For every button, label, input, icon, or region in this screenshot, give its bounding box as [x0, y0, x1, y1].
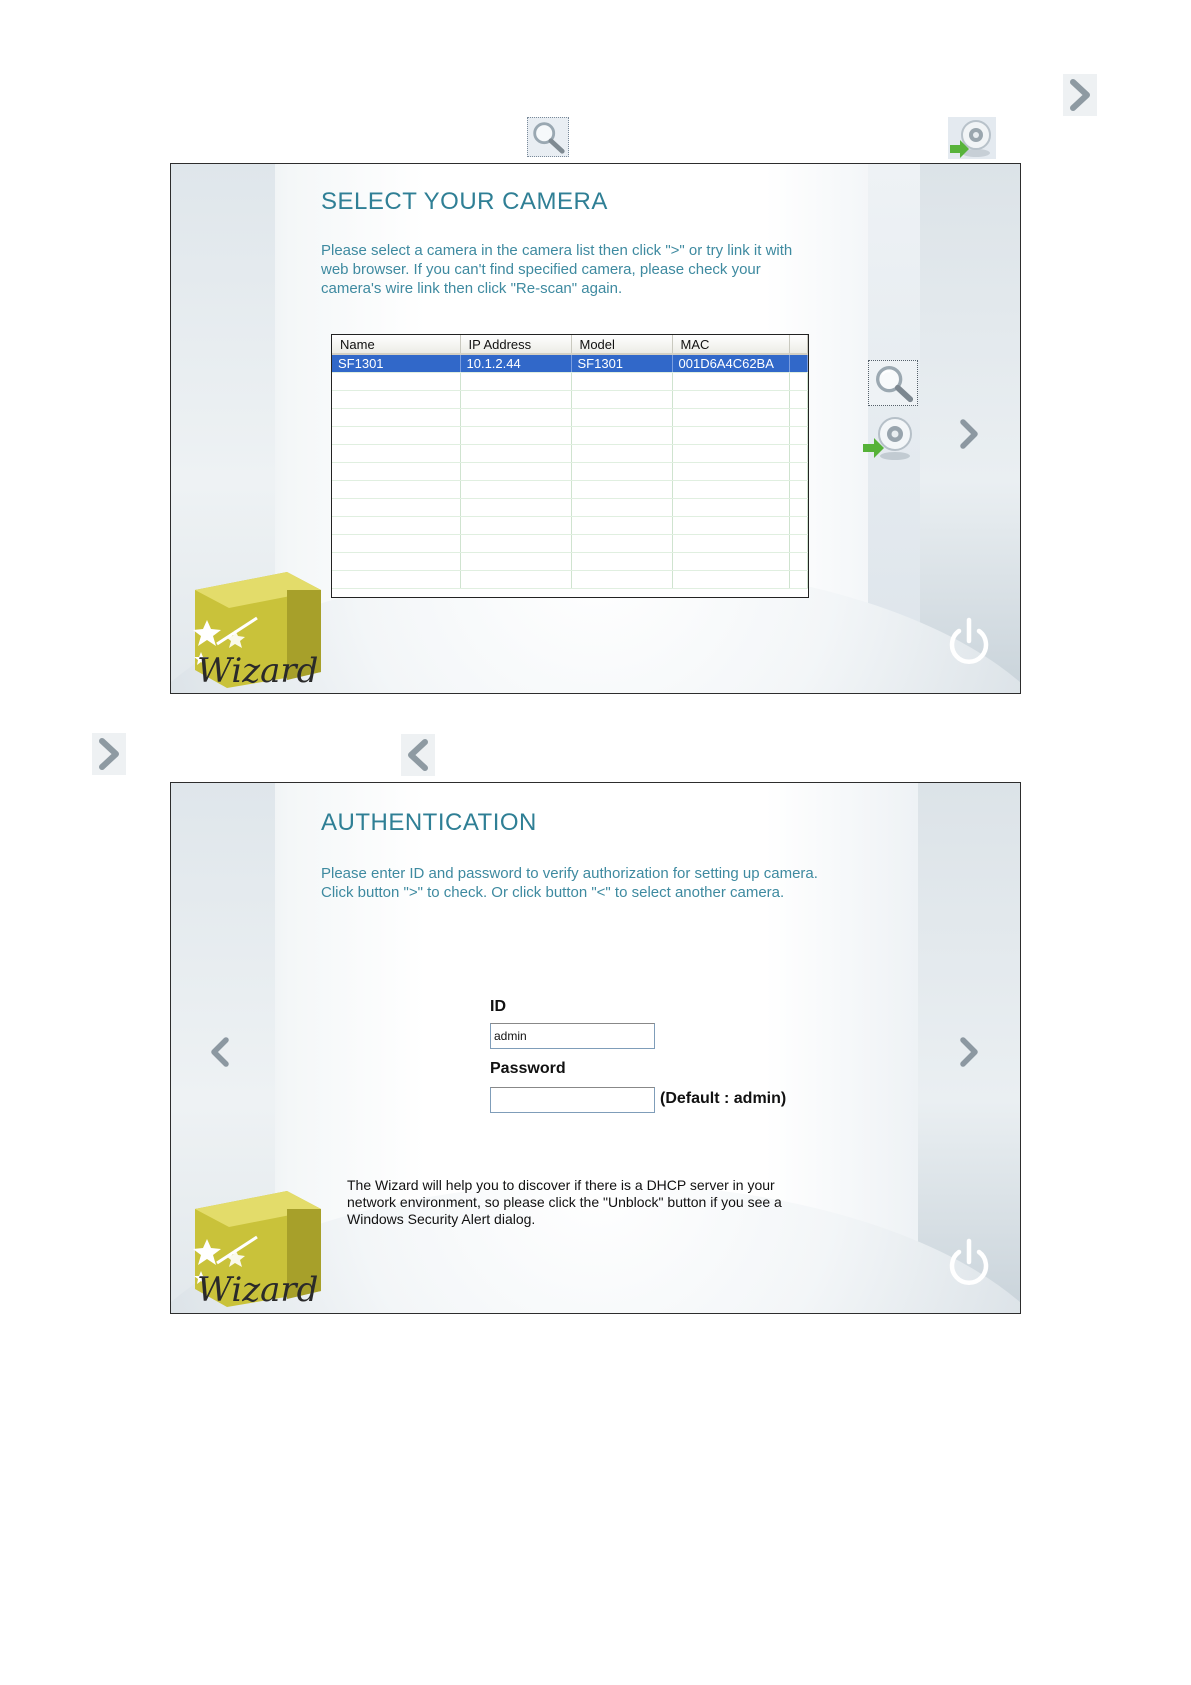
empty-table-row[interactable] — [332, 480, 808, 498]
table-cell-ip: 10.1.2.44 — [460, 354, 571, 372]
empty-cell — [460, 516, 571, 534]
empty-cell — [460, 390, 571, 408]
power-icon — [944, 1235, 994, 1289]
empty-table-row[interactable] — [332, 516, 808, 534]
empty-table-row[interactable] — [332, 570, 808, 588]
empty-cell — [571, 462, 672, 480]
column-header-ip-address[interactable]: IP Address — [460, 335, 571, 354]
empty-table-row[interactable] — [332, 390, 808, 408]
wizard-logo — [187, 560, 321, 688]
empty-cell — [332, 426, 460, 444]
empty-cell — [460, 426, 571, 444]
wizard-logo — [187, 1179, 321, 1307]
back-button[interactable] — [205, 1032, 235, 1072]
empty-cell — [571, 570, 672, 588]
magnifier-icon — [869, 361, 917, 405]
webcam-icon — [861, 414, 919, 462]
empty-cell — [332, 390, 460, 408]
empty-cell — [460, 444, 571, 462]
dhcp-note: The Wizard will help you to discover if there is a DHCP server in your network environment, so please click the "Unblock" button if you see a Windows Security Alert dialog. — [347, 1177, 782, 1227]
empty-table-row[interactable] — [332, 444, 808, 462]
empty-cell — [571, 390, 672, 408]
empty-cell — [460, 498, 571, 516]
empty-table-row[interactable] — [332, 462, 808, 480]
empty-cell — [332, 462, 460, 480]
empty-table-row[interactable] — [332, 552, 808, 570]
empty-cell — [332, 570, 460, 588]
empty-cell — [672, 570, 789, 588]
empty-cell — [672, 390, 789, 408]
filler-cell — [789, 480, 808, 498]
filler-cell — [789, 372, 808, 390]
empty-cell — [571, 498, 672, 516]
filler-cell — [789, 390, 808, 408]
filler-cell — [789, 516, 808, 534]
empty-cell — [571, 372, 672, 390]
filler-cell — [789, 534, 808, 552]
id-label: ID — [490, 998, 506, 1015]
empty-cell — [460, 534, 571, 552]
filler-cell — [789, 552, 808, 570]
table-cell-name: SF1301 — [332, 354, 460, 372]
open-in-browser-button[interactable] — [861, 414, 919, 462]
empty-cell — [332, 444, 460, 462]
empty-cell — [332, 534, 460, 552]
empty-cell — [332, 372, 460, 390]
filler-cell — [789, 426, 808, 444]
wizard-logo-text: Wizard — [197, 1270, 319, 1307]
default-password-hint: (Default : admin) — [660, 1090, 787, 1107]
empty-cell — [571, 408, 672, 426]
column-header-empty — [789, 335, 808, 354]
empty-cell — [332, 498, 460, 516]
empty-cell — [332, 480, 460, 498]
empty-cell — [672, 426, 789, 444]
table-cell-model: SF1301 — [571, 354, 672, 372]
next-button[interactable] — [954, 414, 984, 454]
table-cell-mac: 001D6A4C62BA — [672, 354, 789, 372]
authentication-panel — [170, 782, 1021, 1314]
empty-table-row[interactable] — [332, 498, 808, 516]
empty-cell — [672, 498, 789, 516]
empty-cell — [460, 480, 571, 498]
filler-cell — [789, 462, 808, 480]
doc-next-chevron-icon — [1063, 74, 1097, 116]
chevron-right-icon — [954, 1032, 984, 1072]
filler-cell — [789, 498, 808, 516]
empty-cell — [672, 444, 789, 462]
empty-cell — [672, 462, 789, 480]
empty-cell — [672, 480, 789, 498]
empty-cell — [672, 408, 789, 426]
chevron-right-icon — [954, 414, 984, 454]
empty-cell — [672, 516, 789, 534]
empty-cell — [460, 408, 571, 426]
filler-cell — [789, 570, 808, 588]
empty-cell — [460, 372, 571, 390]
page-description: Please enter ID and password to verify authorization for setting up camera. Click button ">" to check. Or click button "<" to select another camera. — [321, 865, 818, 901]
column-header-name[interactable]: Name — [332, 335, 460, 354]
power-button[interactable] — [944, 614, 994, 668]
power-button[interactable] — [944, 1235, 994, 1289]
empty-table-row[interactable] — [332, 372, 808, 390]
id-input[interactable] — [490, 1023, 655, 1049]
empty-cell — [571, 552, 672, 570]
empty-cell — [460, 552, 571, 570]
empty-cell — [672, 534, 789, 552]
password-input[interactable] — [490, 1087, 655, 1113]
empty-table-row[interactable] — [332, 408, 808, 426]
empty-cell — [672, 372, 789, 390]
empty-cell — [332, 408, 460, 426]
empty-cell — [672, 552, 789, 570]
column-header-mac[interactable]: MAC — [672, 335, 789, 354]
doc-magnifier-icon — [527, 117, 569, 157]
doc-webcam-icon — [948, 117, 996, 159]
power-icon — [944, 614, 994, 668]
column-header-model[interactable]: Model — [571, 335, 672, 354]
doc-back-chevron-icon — [401, 734, 435, 776]
table-row[interactable] — [332, 354, 808, 372]
empty-cell — [460, 462, 571, 480]
filler-cell — [789, 444, 808, 462]
page-title: AUTHENTICATION — [321, 809, 537, 836]
empty-cell — [571, 534, 672, 552]
camera-list[interactable] — [331, 334, 809, 598]
empty-cell — [571, 444, 672, 462]
rescan-button[interactable] — [868, 360, 918, 406]
select-camera-panel — [170, 163, 1021, 694]
empty-cell — [332, 552, 460, 570]
empty-cell — [460, 570, 571, 588]
empty-cell — [571, 480, 672, 498]
empty-table-row[interactable] — [332, 534, 808, 552]
filler-cell — [789, 408, 808, 426]
empty-cell — [332, 516, 460, 534]
filler-cell — [789, 354, 808, 372]
page-title: SELECT YOUR CAMERA — [321, 188, 608, 215]
doc-next-chevron-icon-2 — [92, 733, 126, 775]
empty-cell — [571, 516, 672, 534]
password-label: Password — [490, 1060, 566, 1077]
next-button[interactable] — [954, 1032, 984, 1072]
empty-cell — [571, 426, 672, 444]
empty-table-row[interactable] — [332, 426, 808, 444]
wizard-logo-text: Wizard — [197, 651, 319, 688]
chevron-left-icon — [205, 1032, 235, 1072]
page-description: Please select a camera in the camera list then click ">" or try link it with web browser. If you can't find specified camera, please check your camera's wire link then click "Re-scan" again. — [321, 242, 793, 297]
